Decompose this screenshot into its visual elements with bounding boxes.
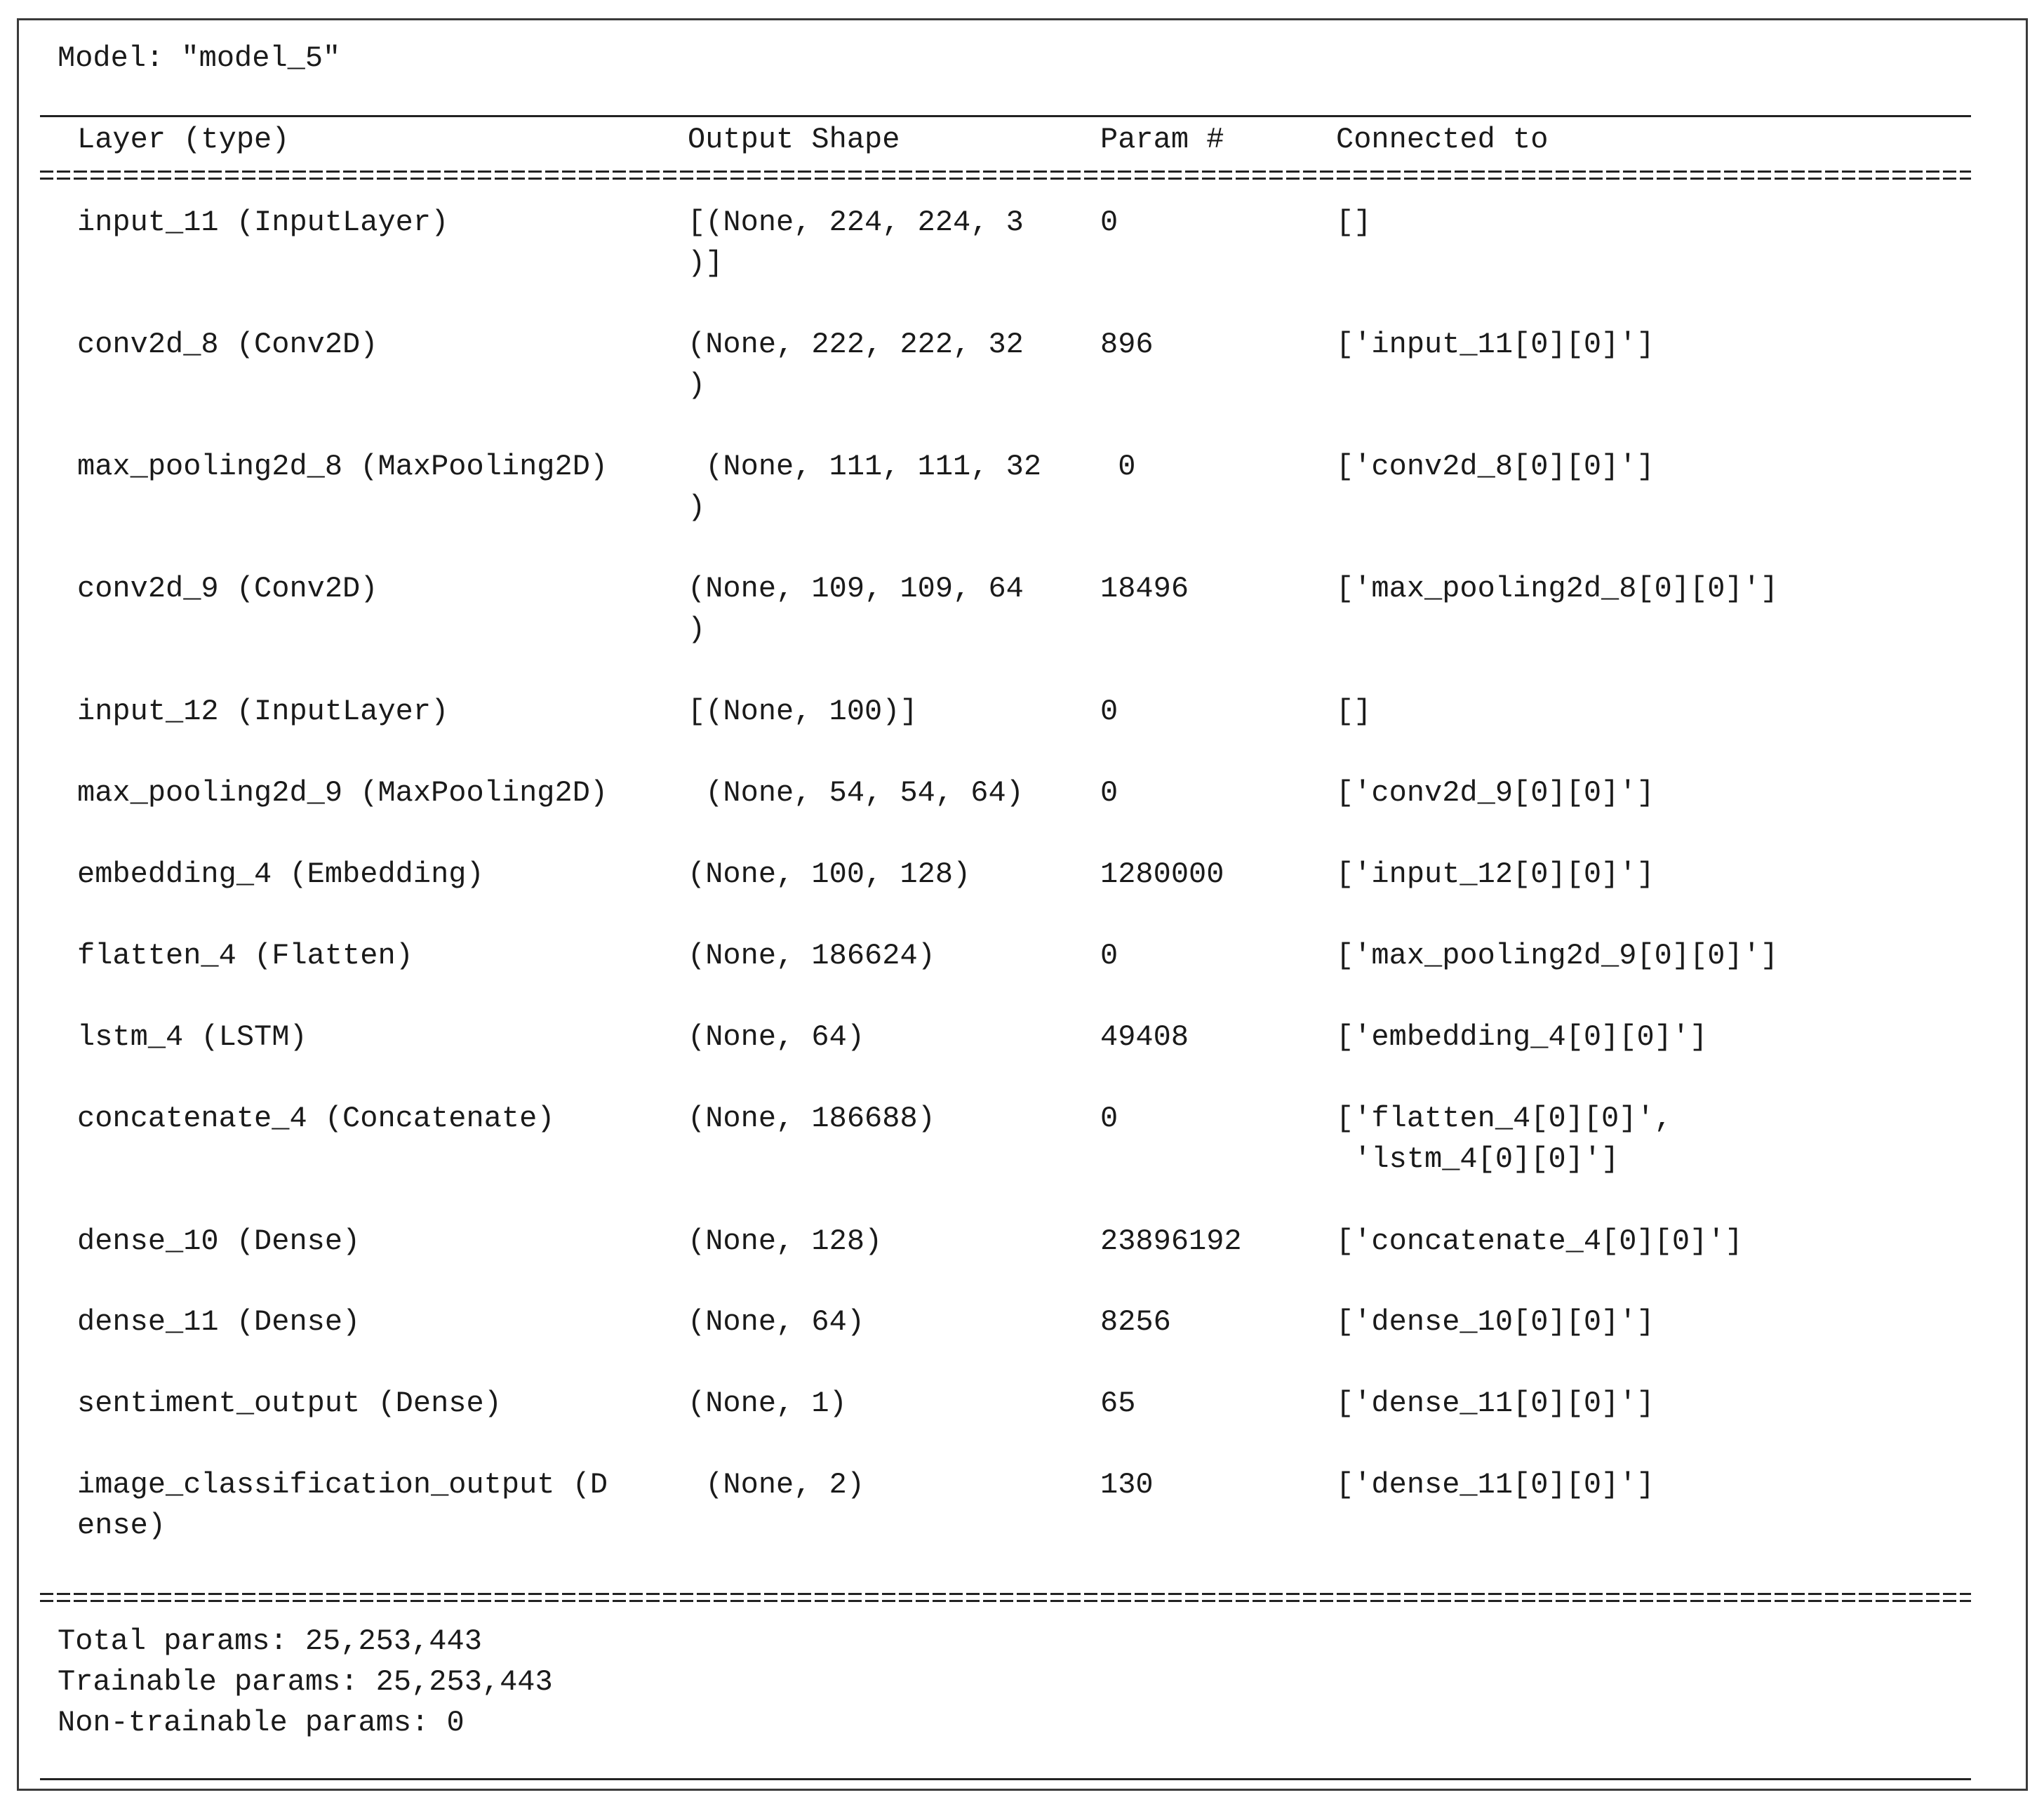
connected-to-cell: ['max_pooling2d_8[0][0]'] [1336, 572, 1779, 606]
param-count-cell: 23896192 [1100, 1224, 1242, 1258]
layer-name-cell: max_pooling2d_8 (MaxPooling2D) [77, 450, 608, 483]
param-count-cell: 1280000 [1100, 857, 1224, 891]
header-connected-to: Connected to [1336, 123, 1549, 156]
layer-name-cell: conv2d_8 (Conv2D) [77, 328, 378, 361]
top-divider [40, 115, 1971, 117]
trainable-params: Trainable params: 25,253,443 [58, 1665, 553, 1699]
footer-divider [40, 1593, 1971, 1603]
layer-name-cell: image_classification_output (D [77, 1468, 608, 1502]
connected-to-cell: ['embedding_4[0][0]'] [1336, 1020, 1708, 1054]
connected-to-cell: ['concatenate_4[0][0]'] [1336, 1224, 1743, 1258]
layer-name-cell: input_11 (InputLayer) [77, 206, 449, 239]
connected-to-cell: ['dense_11[0][0]'] [1336, 1387, 1655, 1420]
param-count-cell: 18496 [1100, 572, 1189, 606]
header-output-shape: Output Shape [688, 123, 900, 156]
connected-to-cell: ['max_pooling2d_9[0][0]'] [1336, 939, 1779, 973]
param-count-cell: 0 [1100, 776, 1118, 810]
output-shape-cell: (None, 222, 222, 32 [688, 328, 1024, 361]
output-shape-cell: (None, 1) [688, 1387, 847, 1420]
output-shape-cell: (None, 2) [688, 1468, 865, 1502]
connected-to-cell: 'lstm_4[0][0]'] [1336, 1142, 1619, 1176]
param-count-cell: 65 [1100, 1387, 1136, 1420]
param-count-cell: 0 [1100, 695, 1118, 728]
param-count-cell: 896 [1100, 328, 1154, 361]
param-count-cell: 8256 [1100, 1305, 1171, 1339]
connected-to-cell: ['input_11[0][0]'] [1336, 328, 1655, 361]
connected-to-cell: [] [1336, 695, 1372, 728]
model-title: Model: "model_5" [58, 41, 341, 75]
connected-to-cell: ['conv2d_8[0][0]'] [1336, 450, 1655, 483]
output-shape-cell: (None, 64) [688, 1020, 865, 1054]
layer-name-cell: max_pooling2d_9 (MaxPooling2D) [77, 776, 608, 810]
layer-name-cell: embedding_4 (Embedding) [77, 857, 484, 891]
output-shape-cell: [(None, 224, 224, 3 [688, 206, 1024, 239]
param-count-cell: 0 [1100, 939, 1118, 973]
bottom-divider [40, 1778, 1971, 1780]
param-count-cell: 0 [1100, 206, 1118, 239]
layer-name-cell: sentiment_output (Dense) [77, 1387, 502, 1420]
output-shape-cell: ) [688, 613, 706, 646]
header-param-count: Param # [1100, 123, 1224, 156]
output-shape-cell: (None, 111, 111, 32 [688, 450, 1042, 483]
layer-name-cell: conv2d_9 (Conv2D) [77, 572, 378, 606]
layer-name-cell: dense_11 (Dense) [77, 1305, 361, 1339]
output-shape-cell: ) [688, 490, 706, 524]
output-shape-cell: (None, 54, 54, 64) [688, 776, 1024, 810]
output-shape-cell: (None, 186688) [688, 1102, 935, 1135]
connected-to-cell: ['input_12[0][0]'] [1336, 857, 1655, 891]
total-params: Total params: 25,253,443 [58, 1624, 482, 1658]
connected-to-cell: ['conv2d_9[0][0]'] [1336, 776, 1655, 810]
connected-to-cell: [] [1336, 206, 1372, 239]
header-layer-type: Layer (type) [77, 123, 290, 156]
connected-to-cell: ['flatten_4[0][0]', [1336, 1102, 1672, 1135]
output-shape-cell: (None, 64) [688, 1305, 865, 1339]
output-shape-cell: (None, 186624) [688, 939, 935, 973]
output-shape-cell: (None, 100, 128) [688, 857, 971, 891]
layer-name-cell: dense_10 (Dense) [77, 1224, 361, 1258]
header-divider [40, 171, 1971, 180]
output-shape-cell: )] [688, 246, 723, 280]
param-count-cell: 49408 [1100, 1020, 1189, 1054]
layer-name-cell: input_12 (InputLayer) [77, 695, 449, 728]
layer-name-cell: flatten_4 (Flatten) [77, 939, 413, 973]
non-trainable-params: Non-trainable params: 0 [58, 1706, 465, 1740]
output-shape-cell: ) [688, 368, 706, 402]
layer-name-cell: lstm_4 (LSTM) [77, 1020, 307, 1054]
layer-name-cell: ense) [77, 1509, 166, 1542]
output-shape-cell: (None, 128) [688, 1224, 883, 1258]
layer-name-cell: concatenate_4 (Concatenate) [77, 1102, 555, 1135]
output-shape-cell: (None, 109, 109, 64 [688, 572, 1024, 606]
param-count-cell: 0 [1100, 1102, 1118, 1135]
connected-to-cell: ['dense_11[0][0]'] [1336, 1468, 1655, 1502]
model-summary-panel [17, 18, 2028, 1791]
output-shape-cell: [(None, 100)] [688, 695, 918, 728]
param-count-cell: 130 [1100, 1468, 1154, 1502]
param-count-cell: 0 [1100, 450, 1136, 483]
connected-to-cell: ['dense_10[0][0]'] [1336, 1305, 1655, 1339]
